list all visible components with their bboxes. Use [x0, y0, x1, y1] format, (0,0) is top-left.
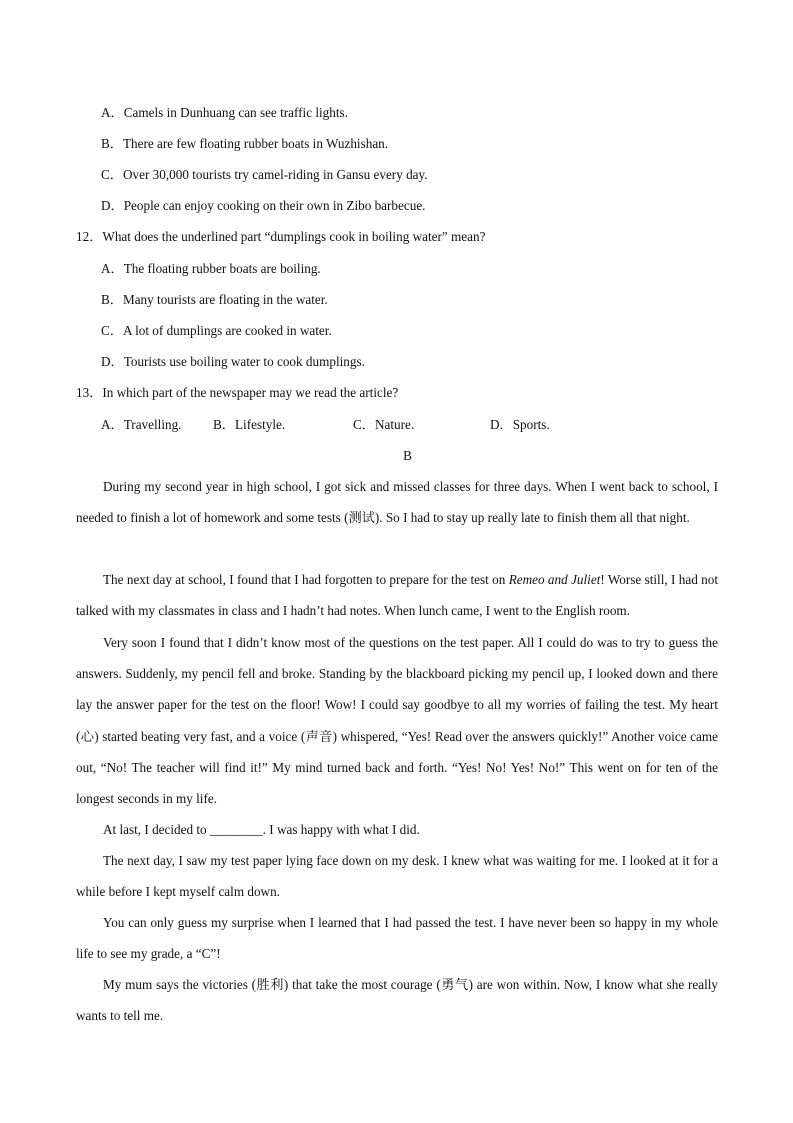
q13-stem: 13．In which part of the newspaper may we read the article?: [76, 385, 399, 400]
section-label: B: [403, 448, 412, 463]
q12-option-d: D．Tourists use boiling water to cook dumplings.: [101, 354, 365, 369]
paragraph-2-text-start: The next day at school, I found that I had forgotten to prepare for the test on: [103, 572, 509, 587]
q11-option-c: C．Over 30,000 tourists try camel-riding in Gansu every day.: [101, 167, 428, 182]
q11-option-a: A．Camels in Dunhuang can see traffic lights.: [101, 105, 348, 120]
passage-paragraph-1: During my second year in high school, I got sick and missed classes for three days. When I went back to school, I needed to finish a lot of homework and some tests (测试). So I had to stay up really late to finish them all that night.: [76, 479, 718, 526]
passage-paragraph-3: Very soon I found that I didn’t know most of the questions on the test paper. All I could do was to try to guess the answers. Suddenly, my pencil fell and broke. Standing by the blackboard picking my pencil up, I looked down and there lay the answer paper for the test on the floor! Wow! I could say goodbye to all my worries of failing the test. My heart (心) started beating very fast, and a voice (声音) whispered, “Yes! Read over the answers quickly!” Another voice came out, “No! The teacher will find it!” My mind turned back and forth. “Yes! No! Yes! No!” This went on for ten of the longest seconds in my life.: [76, 635, 718, 807]
q13-option-a: A．Travelling.: [101, 417, 182, 432]
q12-option-a: A．The floating rubber boats are boiling.: [101, 261, 321, 276]
q13-option-b: B．Lifestyle.: [213, 417, 286, 432]
passage-paragraph-4: At last, I decided to ________. I was happy with what I did.: [103, 822, 420, 837]
passage-paragraph-7: My mum says the victories (胜利) that take the most courage (勇气) are won within. Now, I know what she really wants to tell me.: [76, 977, 718, 1024]
q11-option-b: B．There are few floating rubber boats in Wuzhishan.: [101, 136, 389, 151]
q13-option-c: C．Nature.: [353, 417, 415, 432]
q12-stem: 12．What does the underlined part “dumplings cook in boiling water” mean?: [76, 229, 486, 244]
q12-option-b: B．Many tourists are floating in the water.: [101, 292, 328, 307]
q12-option-c: C．A lot of dumplings are cooked in water.: [101, 323, 332, 338]
q13-option-d: D．Sports.: [490, 417, 550, 432]
q11-option-d: D．People can enjoy cooking on their own in Zibo barbecue.: [101, 198, 426, 213]
passage-paragraph-6: You can only guess my surprise when I learned that I had passed the test. I have never been so happy in my whole life to see my grade, a “C”!: [76, 915, 718, 962]
passage-paragraph-2: [76, 564, 718, 626]
play-title: Remeo and Juliet: [508, 572, 601, 587]
paragraph-2-text-end: ! Worse still, I had not talked with my classmates in class and I hadn’t had notes. When lunch came, I went to the English room.: [76, 572, 718, 619]
passage-paragraph-5: The next day, I saw my test paper lying face down on my desk. I knew what was waiting for me. I looked at it for a while before I kept myself calm down.: [76, 853, 718, 900]
